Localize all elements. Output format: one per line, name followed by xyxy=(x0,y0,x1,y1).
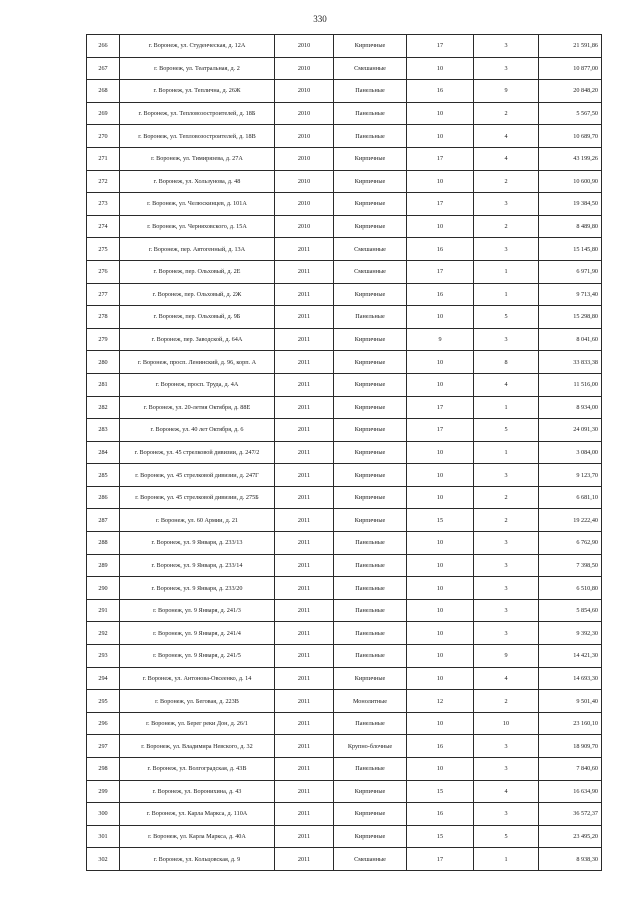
area-cell: 15 298,80 xyxy=(539,306,602,329)
wall-material-cell: Кирпичные xyxy=(334,486,407,509)
entrances-cell: 2 xyxy=(474,170,539,193)
address-cell: г. Воронеж, ул. 9 Января, д. 233/14 xyxy=(120,554,275,577)
area-cell: 8 934,00 xyxy=(539,396,602,419)
wall-material-cell: Панельные xyxy=(334,102,407,125)
area-cell: 23 495,20 xyxy=(539,825,602,848)
wall-material-cell: Кирпичные xyxy=(334,509,407,532)
area-cell: 5 567,50 xyxy=(539,102,602,125)
year-cell: 2011 xyxy=(275,306,334,329)
year-cell: 2010 xyxy=(275,215,334,238)
row-number-cell: 268 xyxy=(87,80,120,103)
table-row xyxy=(87,667,602,690)
floors-cell: 10 xyxy=(407,215,474,238)
entrances-cell: 4 xyxy=(474,780,539,803)
table-row xyxy=(87,712,602,735)
year-cell: 2010 xyxy=(275,125,334,148)
row-number-cell: 273 xyxy=(87,193,120,216)
year-cell: 2011 xyxy=(275,645,334,668)
area-cell: 11 516,00 xyxy=(539,373,602,396)
entrances-cell: 3 xyxy=(474,238,539,261)
wall-material-cell: Панельные xyxy=(334,125,407,148)
wall-material-cell: Крупно-блочные xyxy=(334,735,407,758)
entrances-cell: 2 xyxy=(474,215,539,238)
row-number-cell: 271 xyxy=(87,147,120,170)
table-row xyxy=(87,486,602,509)
area-cell: 5 854,60 xyxy=(539,599,602,622)
wall-material-cell: Панельные xyxy=(334,622,407,645)
area-cell: 9 392,30 xyxy=(539,622,602,645)
wall-material-cell: Кирпичные xyxy=(334,193,407,216)
row-number-cell: 301 xyxy=(87,825,120,848)
entrances-cell: 8 xyxy=(474,351,539,374)
wall-material-cell: Кирпичные xyxy=(334,35,407,58)
year-cell: 2011 xyxy=(275,396,334,419)
address-cell: г. Воронеж, ул. 9 Января, д. 233/20 xyxy=(120,577,275,600)
area-cell: 6 762,90 xyxy=(539,532,602,555)
area-cell: 16 634,90 xyxy=(539,780,602,803)
entrances-cell: 3 xyxy=(474,193,539,216)
row-number-cell: 289 xyxy=(87,554,120,577)
address-cell: г. Воронеж, ул. Владимира Невского, д. 32 xyxy=(120,735,275,758)
address-cell: г. Воронеж, пер. Ольховый, д. 2Е xyxy=(120,260,275,283)
row-number-cell: 296 xyxy=(87,712,120,735)
address-cell: г. Воронеж, ул. Тепловозостроителей, д. 18Б xyxy=(120,102,275,125)
floors-cell: 10 xyxy=(407,577,474,600)
area-cell: 6 971,90 xyxy=(539,260,602,283)
area-cell: 33 833,38 xyxy=(539,351,602,374)
row-number-cell: 294 xyxy=(87,667,120,690)
year-cell: 2010 xyxy=(275,57,334,80)
entrances-cell: 2 xyxy=(474,690,539,713)
floors-cell: 10 xyxy=(407,373,474,396)
entrances-cell: 3 xyxy=(474,735,539,758)
address-cell: г. Воронеж, ул. Карла Маркса, д. 40А xyxy=(120,825,275,848)
address-cell: г. Воронеж, ул. Хользунова, д. 48 xyxy=(120,170,275,193)
address-cell: г. Воронеж, ул. 20-летия Октября, д. 88Е xyxy=(120,396,275,419)
row-number-cell: 279 xyxy=(87,328,120,351)
entrances-cell: 2 xyxy=(474,509,539,532)
table-row xyxy=(87,215,602,238)
wall-material-cell: Кирпичные xyxy=(334,803,407,826)
row-number-cell: 278 xyxy=(87,306,120,329)
address-cell: г. Воронеж, ул. 9 Января, д. 241/4 xyxy=(120,622,275,645)
area-cell: 7 840,60 xyxy=(539,758,602,781)
year-cell: 2011 xyxy=(275,373,334,396)
row-number-cell: 276 xyxy=(87,260,120,283)
area-cell: 10 689,70 xyxy=(539,125,602,148)
year-cell: 2011 xyxy=(275,712,334,735)
address-cell: г. Воронеж, просп. Труда, д. 4А xyxy=(120,373,275,396)
address-cell: г. Воронеж, просп. Ленинский, д. 96, корп. А xyxy=(120,351,275,374)
entrances-cell: 4 xyxy=(474,667,539,690)
wall-material-cell: Кирпичные xyxy=(334,441,407,464)
address-cell: г. Воронеж, ул. Теплична, д. 26Ж xyxy=(120,80,275,103)
address-cell: г. Воронеж, ул. Воронихина, д. 43 xyxy=(120,780,275,803)
table-row xyxy=(87,622,602,645)
year-cell: 2010 xyxy=(275,80,334,103)
entrances-cell: 5 xyxy=(474,419,539,442)
year-cell: 2011 xyxy=(275,758,334,781)
entrances-cell: 3 xyxy=(474,464,539,487)
year-cell: 2011 xyxy=(275,351,334,374)
address-cell: г. Воронеж, пер. Ольховый, д. 2Ж xyxy=(120,283,275,306)
address-cell: г. Воронеж, пер. Заводской, д. 64А xyxy=(120,328,275,351)
table-row xyxy=(87,396,602,419)
table-row xyxy=(87,351,602,374)
address-cell: г. Воронеж, ул. Берег реки Дон, д. 26/1 xyxy=(120,712,275,735)
area-cell: 19 384,50 xyxy=(539,193,602,216)
area-cell: 10 600,90 xyxy=(539,170,602,193)
wall-material-cell: Смешанные xyxy=(334,848,407,871)
floors-cell: 10 xyxy=(407,170,474,193)
floors-cell: 10 xyxy=(407,486,474,509)
floors-cell: 9 xyxy=(407,328,474,351)
floors-cell: 17 xyxy=(407,419,474,442)
floors-cell: 16 xyxy=(407,80,474,103)
entrances-cell: 3 xyxy=(474,328,539,351)
area-cell: 8 041,60 xyxy=(539,328,602,351)
table-row xyxy=(87,803,602,826)
area-cell: 9 713,40 xyxy=(539,283,602,306)
area-cell: 36 572,37 xyxy=(539,803,602,826)
table-row xyxy=(87,170,602,193)
table-row xyxy=(87,780,602,803)
table-row xyxy=(87,419,602,442)
floors-cell: 15 xyxy=(407,509,474,532)
area-cell: 9 501,40 xyxy=(539,690,602,713)
table-row xyxy=(87,57,602,80)
year-cell: 2011 xyxy=(275,441,334,464)
floors-cell: 10 xyxy=(407,464,474,487)
entrances-cell: 10 xyxy=(474,712,539,735)
entrances-cell: 3 xyxy=(474,532,539,555)
area-cell: 19 222,40 xyxy=(539,509,602,532)
row-number-cell: 282 xyxy=(87,396,120,419)
year-cell: 2011 xyxy=(275,803,334,826)
table-row xyxy=(87,260,602,283)
area-cell: 20 848,20 xyxy=(539,80,602,103)
floors-cell: 17 xyxy=(407,35,474,58)
address-cell: г. Воронеж, пер. Ольховый, д. 9Б xyxy=(120,306,275,329)
year-cell: 2010 xyxy=(275,193,334,216)
entrances-cell: 1 xyxy=(474,396,539,419)
floors-cell: 17 xyxy=(407,193,474,216)
area-cell: 3 084,00 xyxy=(539,441,602,464)
table-row xyxy=(87,599,602,622)
year-cell: 2011 xyxy=(275,328,334,351)
row-number-cell: 267 xyxy=(87,57,120,80)
wall-material-cell: Панельные xyxy=(334,577,407,600)
address-cell: г. Воронеж, ул. Тепловозостроителей, д. 18В xyxy=(120,125,275,148)
table-row xyxy=(87,102,602,125)
wall-material-cell: Смешанные xyxy=(334,260,407,283)
row-number-cell: 286 xyxy=(87,486,120,509)
row-number-cell: 283 xyxy=(87,419,120,442)
entrances-cell: 1 xyxy=(474,283,539,306)
year-cell: 2011 xyxy=(275,848,334,871)
year-cell: 2011 xyxy=(275,622,334,645)
floors-cell: 10 xyxy=(407,125,474,148)
floors-cell: 17 xyxy=(407,260,474,283)
entrances-cell: 2 xyxy=(474,102,539,125)
floors-cell: 10 xyxy=(407,645,474,668)
area-cell: 6 510,80 xyxy=(539,577,602,600)
area-cell: 8 938,30 xyxy=(539,848,602,871)
year-cell: 2011 xyxy=(275,283,334,306)
address-cell: г. Воронеж, ул. Черняховского, д. 15А xyxy=(120,215,275,238)
address-cell: г. Воронеж, ул. 40 лет Октября, д. 6 xyxy=(120,419,275,442)
floors-cell: 17 xyxy=(407,396,474,419)
row-number-cell: 292 xyxy=(87,622,120,645)
floors-cell: 10 xyxy=(407,441,474,464)
table-row xyxy=(87,554,602,577)
wall-material-cell: Кирпичные xyxy=(334,419,407,442)
floors-cell: 16 xyxy=(407,283,474,306)
entrances-cell: 3 xyxy=(474,758,539,781)
area-cell: 10 877,00 xyxy=(539,57,602,80)
row-number-cell: 287 xyxy=(87,509,120,532)
address-cell: г. Воронеж, ул. Студенческая, д. 12А xyxy=(120,35,275,58)
table-row xyxy=(87,193,602,216)
wall-material-cell: Кирпичные xyxy=(334,215,407,238)
wall-material-cell: Панельные xyxy=(334,532,407,555)
floors-cell: 16 xyxy=(407,803,474,826)
wall-material-cell: Кирпичные xyxy=(334,780,407,803)
entrances-cell: 5 xyxy=(474,306,539,329)
floors-cell: 16 xyxy=(407,735,474,758)
table-row xyxy=(87,509,602,532)
entrances-cell: 3 xyxy=(474,622,539,645)
table-row xyxy=(87,735,602,758)
floors-cell: 15 xyxy=(407,825,474,848)
address-cell: г. Воронеж, ул. Волгоградская, д. 43В xyxy=(120,758,275,781)
address-cell: г. Воронеж, ул. 9 Января, д. 233/13 xyxy=(120,532,275,555)
year-cell: 2010 xyxy=(275,102,334,125)
row-number-cell: 274 xyxy=(87,215,120,238)
housing-registry-table xyxy=(86,34,602,871)
area-cell: 14 693,30 xyxy=(539,667,602,690)
registry-table-body xyxy=(87,35,602,871)
floors-cell: 10 xyxy=(407,712,474,735)
floors-cell: 17 xyxy=(407,147,474,170)
floors-cell: 10 xyxy=(407,532,474,555)
year-cell: 2010 xyxy=(275,170,334,193)
table-row xyxy=(87,577,602,600)
year-cell: 2011 xyxy=(275,577,334,600)
area-cell: 43 199,26 xyxy=(539,147,602,170)
wall-material-cell: Кирпичные xyxy=(334,351,407,374)
table-row xyxy=(87,373,602,396)
entrances-cell: 2 xyxy=(474,486,539,509)
row-number-cell: 295 xyxy=(87,690,120,713)
wall-material-cell: Кирпичные xyxy=(334,283,407,306)
table-row xyxy=(87,283,602,306)
floors-cell: 12 xyxy=(407,690,474,713)
address-cell: г. Воронеж, ул. Тимирязева, д. 27А xyxy=(120,147,275,170)
table-row xyxy=(87,125,602,148)
row-number-cell: 281 xyxy=(87,373,120,396)
year-cell: 2011 xyxy=(275,825,334,848)
row-number-cell: 284 xyxy=(87,441,120,464)
row-number-cell: 293 xyxy=(87,645,120,668)
year-cell: 2011 xyxy=(275,780,334,803)
address-cell: г. Воронеж, ул. 9 Января, д. 241/5 xyxy=(120,645,275,668)
wall-material-cell: Кирпичные xyxy=(334,147,407,170)
area-cell: 23 160,10 xyxy=(539,712,602,735)
floors-cell: 15 xyxy=(407,780,474,803)
row-number-cell: 290 xyxy=(87,577,120,600)
wall-material-cell: Кирпичные xyxy=(334,464,407,487)
address-cell: г. Воронеж, пер. Автогенный, д. 13А xyxy=(120,238,275,261)
floors-cell: 10 xyxy=(407,57,474,80)
year-cell: 2011 xyxy=(275,419,334,442)
address-cell: г. Воронеж, ул. 9 Января, д. 241/3 xyxy=(120,599,275,622)
wall-material-cell: Смешанные xyxy=(334,57,407,80)
floors-cell: 10 xyxy=(407,599,474,622)
area-cell: 24 091,30 xyxy=(539,419,602,442)
address-cell: г. Воронеж, ул. 45 стрелковой дивизии, д. 247/2 xyxy=(120,441,275,464)
wall-material-cell: Панельные xyxy=(334,554,407,577)
wall-material-cell: Панельные xyxy=(334,712,407,735)
table-row xyxy=(87,328,602,351)
area-cell: 9 123,70 xyxy=(539,464,602,487)
wall-material-cell: Панельные xyxy=(334,645,407,668)
year-cell: 2011 xyxy=(275,509,334,532)
row-number-cell: 275 xyxy=(87,238,120,261)
floors-cell: 10 xyxy=(407,622,474,645)
row-number-cell: 272 xyxy=(87,170,120,193)
table-row xyxy=(87,848,602,871)
table-row xyxy=(87,532,602,555)
area-cell: 8 489,80 xyxy=(539,215,602,238)
floors-cell: 10 xyxy=(407,758,474,781)
table-row xyxy=(87,441,602,464)
entrances-cell: 3 xyxy=(474,803,539,826)
entrances-cell: 5 xyxy=(474,825,539,848)
entrances-cell: 3 xyxy=(474,57,539,80)
table-row xyxy=(87,306,602,329)
page-number: 330 xyxy=(313,14,327,24)
address-cell: г. Воронеж, ул. Беговая, д. 223В xyxy=(120,690,275,713)
entrances-cell: 3 xyxy=(474,577,539,600)
address-cell: г. Воронеж, ул. Кольцовская, д. 9 xyxy=(120,848,275,871)
wall-material-cell: Кирпичные xyxy=(334,825,407,848)
table-row xyxy=(87,690,602,713)
table-row xyxy=(87,80,602,103)
wall-material-cell: Панельные xyxy=(334,599,407,622)
floors-cell: 16 xyxy=(407,238,474,261)
floors-cell: 10 xyxy=(407,667,474,690)
floors-cell: 17 xyxy=(407,848,474,871)
area-cell: 21 591,86 xyxy=(539,35,602,58)
entrances-cell: 1 xyxy=(474,848,539,871)
wall-material-cell: Кирпичные xyxy=(334,373,407,396)
year-cell: 2011 xyxy=(275,667,334,690)
address-cell: г. Воронеж, ул. Карла Маркса, д. 110А xyxy=(120,803,275,826)
year-cell: 2011 xyxy=(275,599,334,622)
row-number-cell: 302 xyxy=(87,848,120,871)
entrances-cell: 3 xyxy=(474,35,539,58)
wall-material-cell: Кирпичные xyxy=(334,170,407,193)
year-cell: 2010 xyxy=(275,147,334,170)
year-cell: 2011 xyxy=(275,532,334,555)
year-cell: 2011 xyxy=(275,486,334,509)
row-number-cell: 277 xyxy=(87,283,120,306)
area-cell: 14 421,30 xyxy=(539,645,602,668)
row-number-cell: 280 xyxy=(87,351,120,374)
table-row xyxy=(87,464,602,487)
area-cell: 18 909,70 xyxy=(539,735,602,758)
wall-material-cell: Монолитные xyxy=(334,690,407,713)
wall-material-cell: Кирпичные xyxy=(334,396,407,419)
entrances-cell: 9 xyxy=(474,645,539,668)
address-cell: г. Воронеж, ул. Театральная, д. 2 xyxy=(120,57,275,80)
table-row xyxy=(87,825,602,848)
year-cell: 2011 xyxy=(275,735,334,758)
entrances-cell: 4 xyxy=(474,147,539,170)
address-cell: г. Воронеж, ул. 45 стрелковой дивизии, д. 275Б xyxy=(120,486,275,509)
address-cell: г. Воронеж, ул. Антонова-Овсеенко, д. 14 xyxy=(120,667,275,690)
address-cell: г. Воронеж, ул. 60 Армии, д. 21 xyxy=(120,509,275,532)
year-cell: 2011 xyxy=(275,554,334,577)
entrances-cell: 1 xyxy=(474,260,539,283)
row-number-cell: 298 xyxy=(87,758,120,781)
area-cell: 15 145,80 xyxy=(539,238,602,261)
row-number-cell: 300 xyxy=(87,803,120,826)
entrances-cell: 4 xyxy=(474,125,539,148)
entrances-cell: 9 xyxy=(474,80,539,103)
floors-cell: 10 xyxy=(407,306,474,329)
area-cell: 7 398,50 xyxy=(539,554,602,577)
wall-material-cell: Смешанные xyxy=(334,238,407,261)
entrances-cell: 1 xyxy=(474,441,539,464)
table-row xyxy=(87,758,602,781)
table-row xyxy=(87,35,602,58)
row-number-cell: 299 xyxy=(87,780,120,803)
wall-material-cell: Панельные xyxy=(334,80,407,103)
wall-material-cell: Кирпичные xyxy=(334,328,407,351)
year-cell: 2011 xyxy=(275,690,334,713)
row-number-cell: 285 xyxy=(87,464,120,487)
table-row xyxy=(87,147,602,170)
wall-material-cell: Кирпичные xyxy=(334,667,407,690)
entrances-cell: 3 xyxy=(474,554,539,577)
row-number-cell: 297 xyxy=(87,735,120,758)
table-row xyxy=(87,238,602,261)
row-number-cell: 291 xyxy=(87,599,120,622)
year-cell: 2010 xyxy=(275,35,334,58)
year-cell: 2011 xyxy=(275,260,334,283)
row-number-cell: 288 xyxy=(87,532,120,555)
floors-cell: 10 xyxy=(407,554,474,577)
entrances-cell: 4 xyxy=(474,373,539,396)
wall-material-cell: Панельные xyxy=(334,306,407,329)
entrances-cell: 3 xyxy=(474,599,539,622)
row-number-cell: 270 xyxy=(87,125,120,148)
row-number-cell: 266 xyxy=(87,35,120,58)
address-cell: г. Воронеж, ул. Челюскинцев, д. 101А xyxy=(120,193,275,216)
address-cell: г. Воронеж, ул. 45 стрелковой дивизии, д. 247Г xyxy=(120,464,275,487)
area-cell: 6 681,10 xyxy=(539,486,602,509)
table-row xyxy=(87,645,602,668)
year-cell: 2011 xyxy=(275,464,334,487)
wall-material-cell: Панельные xyxy=(334,758,407,781)
floors-cell: 10 xyxy=(407,102,474,125)
row-number-cell: 269 xyxy=(87,102,120,125)
year-cell: 2011 xyxy=(275,238,334,261)
floors-cell: 10 xyxy=(407,351,474,374)
